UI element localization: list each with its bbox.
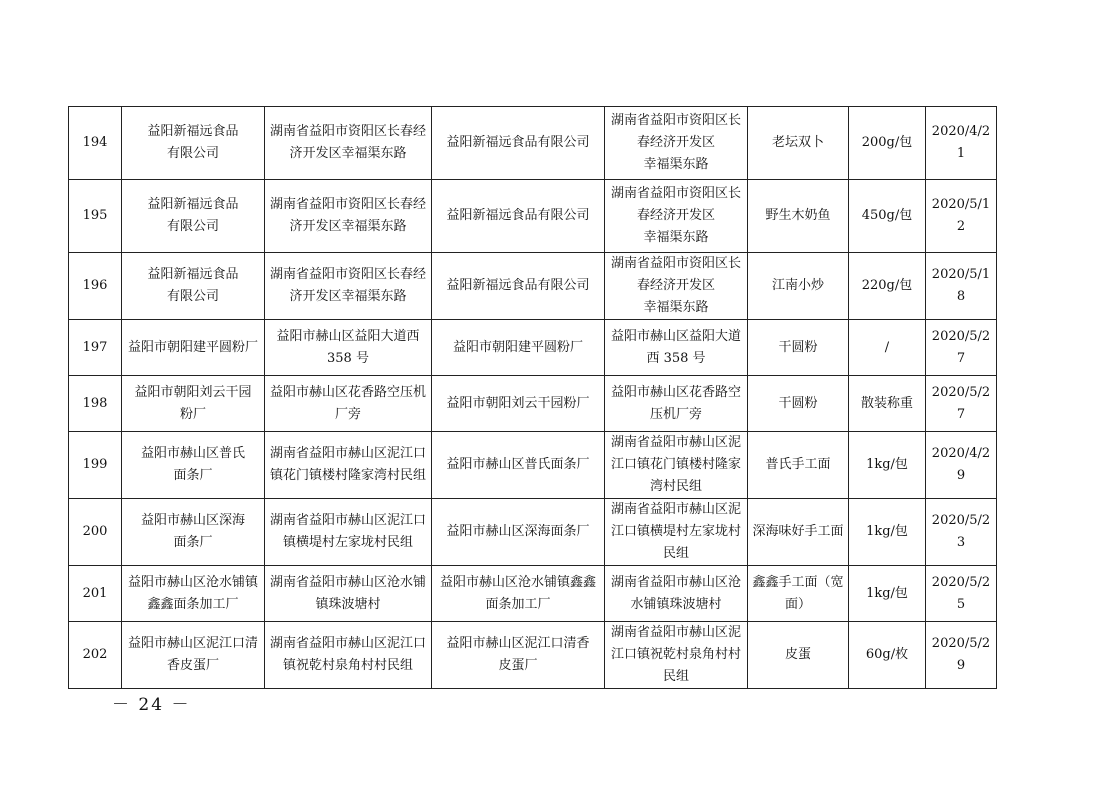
production-date-cell (926, 107, 997, 180)
producer-name-line: 粉厂 (179, 406, 206, 422)
production-date-cell (926, 376, 997, 432)
seller-address-line: 春经济开发区 (636, 135, 715, 150)
seller-address-line: 湖南省益阳市赫山区泥 (610, 435, 741, 450)
producer-name-line: 益阳市朝阳建平圆粉厂 (127, 339, 258, 355)
product-name-line: 深海味好手工面 (752, 524, 844, 539)
seller-address-line: 湾村民组 (649, 479, 702, 494)
seller-name-cell (432, 180, 605, 253)
production-date-line: 2020/5/29 (931, 636, 991, 673)
product-spec-cell (849, 622, 926, 689)
producer-address-cell (265, 566, 432, 622)
producer-address-line: 湖南省益阳市资阳区长春经 (269, 197, 426, 212)
product-name-cell (748, 180, 849, 253)
seller-address-line: 湖南省益阳市赫山区泥 (610, 502, 741, 517)
seller-address-line: 水铺镇珠波塘村 (630, 596, 722, 612)
production-date-cell (926, 566, 997, 622)
product-spec-line: 1kg/包 (866, 457, 908, 472)
producer-address-cell (265, 320, 432, 376)
product-spec-cell (849, 376, 926, 432)
product-name-line: 面） (784, 596, 811, 612)
production-date-line: 2020/5/18 (931, 267, 991, 304)
seller-address-line: 西 358 号 (646, 350, 706, 366)
product-spec-line: 60g/枚 (865, 647, 909, 662)
producer-address-line: 湖南省益阳市赫山区泥江口 (269, 636, 426, 651)
product-spec-line: 1kg/包 (866, 585, 908, 601)
product-spec-cell (849, 499, 926, 566)
producer-name-cell (122, 499, 265, 566)
seller-address-line: 幸福渠东路 (643, 300, 709, 315)
seller-name-cell (432, 253, 605, 320)
producer-name-line: 益阳市赫山区沧水铺镇 (127, 574, 258, 590)
row-number-line: 199 (82, 457, 108, 472)
seller-address-line: 压机厂旁 (649, 406, 702, 422)
row-number-cell (69, 376, 122, 432)
row-number-cell (69, 499, 122, 566)
seller-address-line: 湖南省益阳市资阳区长 (610, 256, 741, 271)
seller-address-line: 湖南省益阳市资阳区长 (610, 186, 741, 201)
seller-name-line: 益阳市赫山区沧水铺镇鑫鑫 (439, 574, 596, 590)
producer-address-line: 镇花门镇楼村隆家湾村民组 (269, 468, 426, 483)
table-row (69, 320, 997, 376)
seller-name-cell (432, 376, 605, 432)
production-date-line: 2020/4/29 (931, 446, 991, 483)
seller-address-cell (605, 320, 748, 376)
seller-name-line: 益阳新福远食品有限公司 (446, 278, 590, 293)
producer-name-cell (122, 253, 265, 320)
producer-name-cell (122, 320, 265, 376)
seller-address-line: 湖南省益阳市资阳区长 (610, 113, 741, 128)
seller-name-cell (432, 107, 605, 180)
table-row (69, 432, 997, 499)
producer-name-line: 益阳市朝阳刘云干园 (134, 384, 252, 400)
product-name-line: 江南小炒 (771, 278, 824, 293)
table-row (69, 107, 997, 180)
production-date-cell (926, 320, 997, 376)
product-spec-cell (849, 320, 926, 376)
producer-address-line: 厂旁 (334, 406, 361, 422)
seller-name-line: 益阳市赫山区普氏面条厂 (446, 457, 590, 472)
product-name-cell (748, 253, 849, 320)
product-name-cell (748, 376, 849, 432)
row-number-cell (69, 622, 122, 689)
producer-address-cell (265, 499, 432, 566)
production-date-cell (926, 180, 997, 253)
seller-address-line: 益阳市赫山区益阳大道 (610, 328, 741, 344)
producer-name-cell (122, 376, 265, 432)
seller-address-line: 春经济开发区 (636, 208, 715, 223)
table-row (69, 180, 997, 253)
producer-name-line: 有限公司 (166, 289, 219, 304)
product-spec-cell (849, 253, 926, 320)
seller-address-line: 湖南省益阳市赫山区泥 (610, 625, 741, 640)
product-name-cell (748, 499, 849, 566)
producer-name-line: 益阳新福远食品 (147, 124, 239, 139)
product-name-cell (748, 622, 849, 689)
producer-name-line: 益阳市赫山区泥江口清 (127, 636, 258, 651)
seller-address-line: 湖南省益阳市赫山区沧 (610, 574, 741, 590)
seller-address-line: 民组 (662, 669, 689, 684)
producer-name-line: 面条厂 (173, 468, 213, 483)
production-date-line: 2020/4/21 (931, 124, 991, 161)
seller-name-cell (432, 622, 605, 689)
production-date-cell (926, 253, 997, 320)
seller-address-line: 江口镇祝乾村泉角村村 (610, 647, 741, 662)
producer-address-line: 358 号 (327, 350, 369, 366)
seller-address-line: 幸福渠东路 (643, 230, 709, 245)
producer-address-cell (265, 107, 432, 180)
product-spec-line: / (884, 339, 890, 355)
seller-name-line: 益阳新福远食品有限公司 (446, 135, 590, 150)
seller-name-line: 益阳市赫山区泥江口清香 (446, 636, 590, 651)
seller-address-cell (605, 180, 748, 253)
seller-address-cell (605, 253, 748, 320)
seller-name-cell (432, 320, 605, 376)
row-number-line: 196 (82, 278, 108, 293)
row-number-line: 198 (82, 395, 108, 411)
row-number-cell (69, 253, 122, 320)
table-row (69, 499, 997, 566)
product-spec-cell (849, 107, 926, 180)
producer-address-line: 湖南省益阳市资阳区长春经 (269, 267, 426, 282)
seller-address-line: 江口镇横堤村左家垅村 (610, 524, 741, 539)
product-name-line: 普氏手工面 (765, 457, 831, 472)
product-name-cell (748, 320, 849, 376)
product-name-cell (748, 432, 849, 499)
producer-address-cell (265, 180, 432, 253)
product-spec-line: 散装称重 (860, 395, 913, 411)
row-number-cell (69, 432, 122, 499)
producer-address-line: 济开发区幸福渠东路 (289, 219, 407, 234)
producer-address-cell (265, 253, 432, 320)
page-number: － 24 － (112, 695, 191, 715)
producer-name-cell (122, 622, 265, 689)
table-row (69, 566, 997, 622)
product-spec-line: 200g/包 (861, 135, 913, 150)
row-number-line: 202 (82, 647, 108, 662)
seller-name-line: 益阳市朝阳建平圆粉厂 (452, 339, 583, 355)
seller-name-line: 面条加工厂 (485, 596, 551, 612)
producer-address-line: 湖南省益阳市赫山区泥江口 (269, 513, 426, 528)
producer-name-cell (122, 432, 265, 499)
producer-name-cell (122, 107, 265, 180)
seller-name-line: 益阳新福远食品有限公司 (446, 208, 590, 223)
product-spec-cell (849, 566, 926, 622)
seller-address-cell (605, 566, 748, 622)
seller-name-line: 益阳市赫山区深海面条厂 (446, 524, 590, 539)
row-number-line: 197 (82, 339, 108, 355)
production-date-line: 2020/5/27 (931, 328, 991, 366)
seller-address-line: 春经济开发区 (636, 278, 715, 293)
seller-address-cell (605, 499, 748, 566)
seller-address-cell (605, 432, 748, 499)
seller-address-line: 幸福渠东路 (643, 157, 709, 172)
seller-name-cell (432, 566, 605, 622)
producer-address-line: 镇横堤村左家垅村民组 (282, 535, 413, 550)
row-number-line: 201 (82, 585, 108, 601)
product-name-line: 老坛双卜 (771, 135, 824, 150)
producer-name-line: 益阳市赫山区普氏 (140, 446, 245, 461)
table-row (69, 622, 997, 689)
production-date-line: 2020/5/23 (931, 513, 991, 550)
table-row (69, 376, 997, 432)
product-name-line: 皮蛋 (784, 647, 811, 662)
producer-name-line: 有限公司 (166, 219, 219, 234)
production-date-line: 2020/5/12 (931, 197, 991, 234)
sampling-table (68, 106, 997, 689)
seller-address-cell (605, 107, 748, 180)
producer-address-cell (265, 622, 432, 689)
producer-address-line: 镇珠波塘村 (315, 596, 381, 612)
seller-name-line: 皮蛋厂 (498, 658, 538, 673)
producer-address-line: 益阳市赫山区益阳大道西 (276, 328, 420, 344)
product-spec-line: 450g/包 (861, 208, 913, 223)
row-number-line: 194 (82, 135, 108, 150)
row-number-cell (69, 320, 122, 376)
producer-name-cell (122, 180, 265, 253)
seller-name-line: 益阳市朝阳刘云干园粉厂 (446, 395, 590, 411)
producer-name-line: 益阳新福远食品 (147, 197, 239, 212)
product-name-line: 鑫鑫手工面（宽 (752, 574, 844, 590)
product-name-cell (748, 566, 849, 622)
row-number-cell (69, 107, 122, 180)
row-number-cell (69, 566, 122, 622)
table-row (69, 253, 997, 320)
row-number-line: 200 (82, 524, 108, 539)
production-date-cell (926, 432, 997, 499)
product-spec-cell (849, 432, 926, 499)
product-spec-cell (849, 180, 926, 253)
producer-address-line: 镇祝乾村泉角村村民组 (282, 658, 413, 673)
table-body (69, 107, 997, 689)
producer-address-line: 济开发区幸福渠东路 (289, 146, 407, 161)
seller-name-cell (432, 499, 605, 566)
production-date-line: 2020/5/27 (931, 384, 991, 422)
producer-name-line: 益阳新福远食品 (147, 267, 239, 282)
production-date-cell (926, 622, 997, 689)
producer-address-line: 湖南省益阳市资阳区长春经 (269, 124, 426, 139)
producer-name-line: 鑫鑫面条加工厂 (147, 596, 239, 612)
producer-address-cell (265, 432, 432, 499)
producer-address-line: 济开发区幸福渠东路 (289, 289, 407, 304)
producer-name-line: 有限公司 (166, 146, 219, 161)
producer-address-cell (265, 376, 432, 432)
production-date-line: 2020/5/25 (931, 574, 991, 612)
row-number-line: 195 (82, 208, 108, 223)
producer-address-line: 湖南省益阳市赫山区泥江口 (269, 446, 426, 461)
seller-address-line: 益阳市赫山区花香路空 (610, 384, 741, 400)
producer-address-line: 益阳市赫山区花香路空压机 (269, 384, 426, 400)
product-spec-line: 1kg/包 (866, 524, 908, 539)
product-name-line: 干圆粉 (778, 339, 818, 355)
production-date-cell (926, 499, 997, 566)
producer-name-line: 面条厂 (173, 535, 213, 550)
product-name-line: 野生木奶鱼 (765, 208, 831, 223)
producer-address-line: 湖南省益阳市赫山区沧水铺 (269, 574, 426, 590)
seller-address-cell (605, 622, 748, 689)
product-name-cell (748, 107, 849, 180)
producer-name-line: 益阳市赫山区深海 (140, 513, 245, 528)
row-number-cell (69, 180, 122, 253)
producer-name-line: 香皮蛋厂 (166, 658, 219, 673)
seller-name-cell (432, 432, 605, 499)
seller-address-line: 民组 (662, 546, 689, 561)
product-spec-line: 220g/包 (861, 278, 913, 293)
producer-name-cell (122, 566, 265, 622)
product-name-line: 干圆粉 (778, 395, 818, 411)
seller-address-cell (605, 376, 748, 432)
seller-address-line: 江口镇花门镇楼村隆家 (610, 457, 741, 472)
